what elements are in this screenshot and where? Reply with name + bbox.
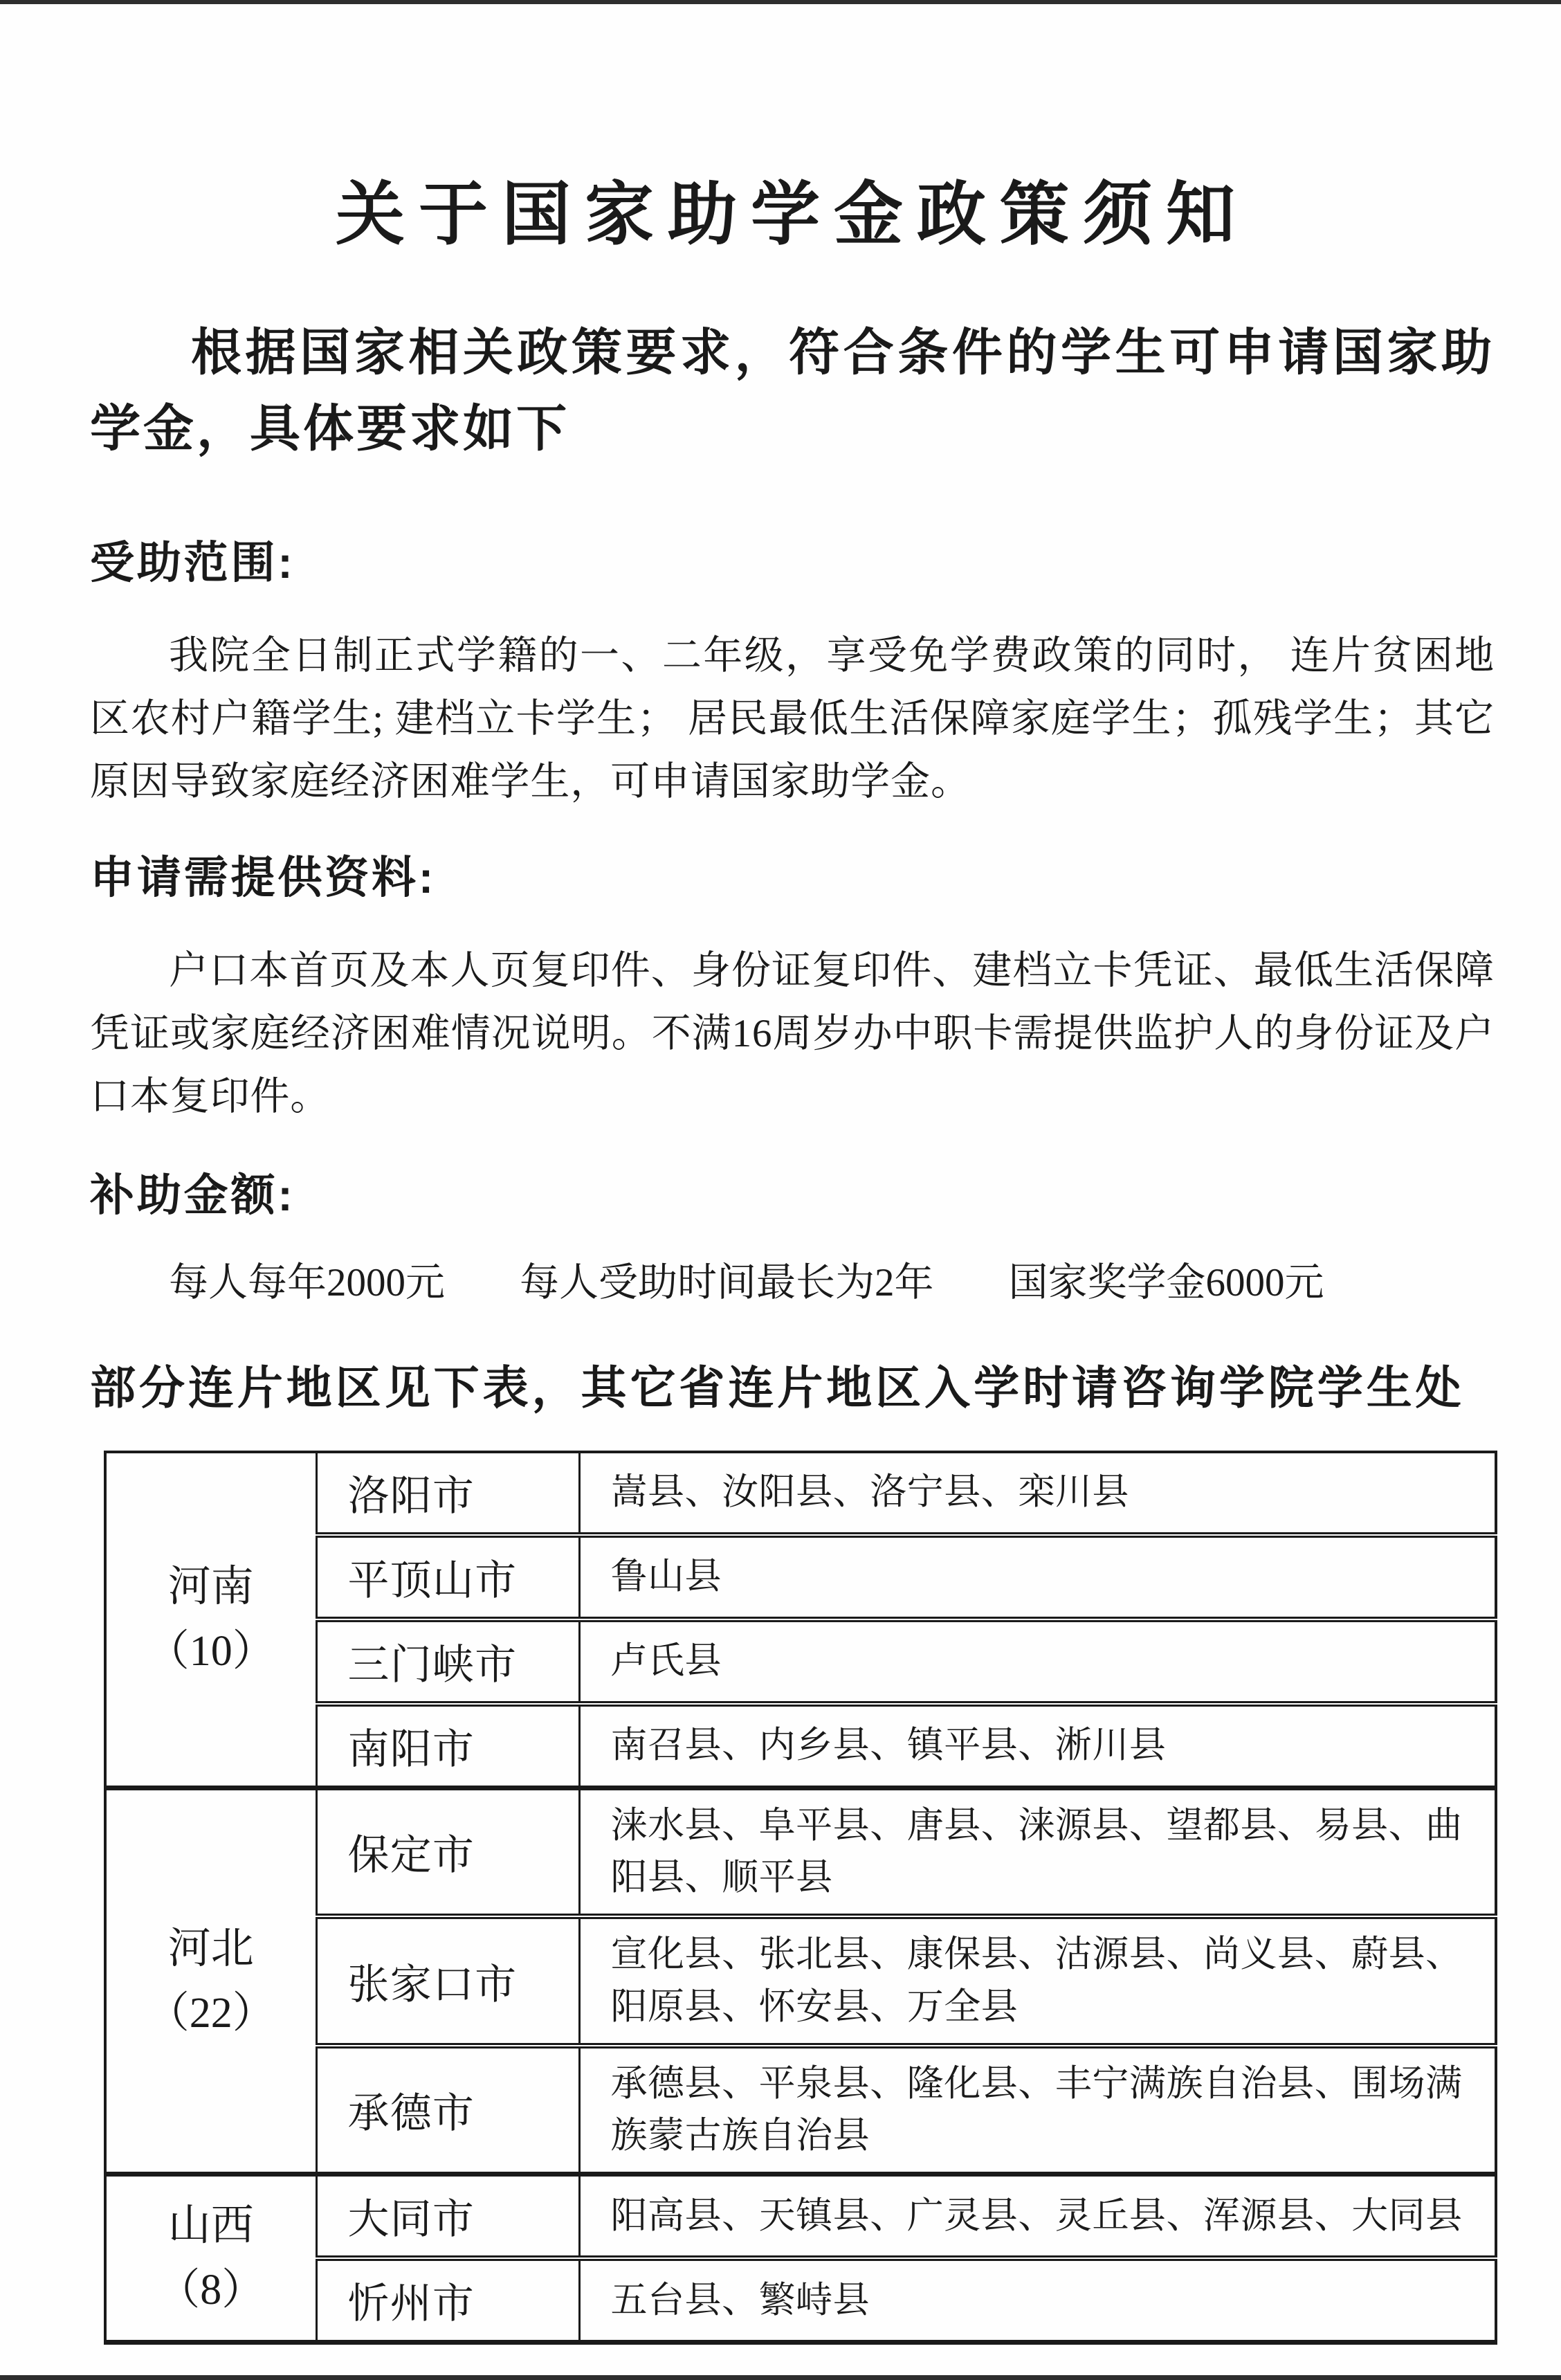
counties-cell: 卢氏县 <box>579 1619 1496 1704</box>
scan-edge-bottom <box>0 2375 1561 2380</box>
province-cell <box>105 1452 316 1788</box>
region-table <box>104 1451 1497 2345</box>
counties-cell: 涞水县、阜平县、唐县、涞源县、望都县、易县、曲阳县、顺平县 <box>579 1788 1496 1916</box>
amount-per-year: 每人每年2000元 <box>169 1260 445 1305</box>
city-cell: 承德市 <box>316 2046 579 2174</box>
counties-cell: 五台县、繁峙县 <box>579 2258 1496 2343</box>
amount-duration: 每人受助时间最长为2年 <box>520 1260 934 1305</box>
province-name: 河北 <box>167 1925 254 1972</box>
province-count: （8） <box>157 2267 265 2314</box>
counties-cell: 承德县、平泉县、隆化县、丰宁满族自治县、围场满族蒙古族自治县 <box>579 2046 1496 2174</box>
page-title: 关于国家助学金政策须知 <box>336 176 1249 253</box>
region-table-body <box>105 1452 1496 2343</box>
counties-cell: 鲁山县 <box>579 1535 1496 1619</box>
table-note: 部分连片地区见下表，其它省连片地区入学时请咨询学院学生处 <box>90 1363 1465 1414</box>
province-name: 山西 <box>167 2202 254 2250</box>
table-row <box>105 1788 1496 1916</box>
city-cell: 张家口市 <box>316 1916 579 2046</box>
province-name: 河南 <box>167 1563 254 1610</box>
section-heading-amount: 补助金额: <box>90 1170 295 1221</box>
city-cell: 南阳市 <box>316 1704 579 1788</box>
section-heading-eligibility: 受助范围: <box>90 538 295 588</box>
intro-paragraph: 根据国家相关政策要求，符合条件的学生可申请国家助学金，具体要求如下 <box>90 325 1495 457</box>
city-cell: 三门峡市 <box>316 1619 579 1704</box>
section-body-materials: 户口本首页及本人页复印件、身份证复印件、建档立卡凭证、最低生活保障凭证或家庭经济困难情况说明。不满16周岁办中职卡需提供监护人的身份证及户口本复印件。 <box>90 948 1495 1118</box>
counties-cell: 嵩县、汝阳县、洛宁县、栾川县 <box>579 1452 1496 1535</box>
table-row <box>105 2174 1496 2259</box>
amount-scholarship: 国家奖学金6000元 <box>1008 1260 1324 1305</box>
city-cell: 洛阳市 <box>316 1452 579 1535</box>
province-cell <box>105 1788 316 2174</box>
city-cell: 大同市 <box>316 2174 579 2259</box>
counties-cell: 南召县、内乡县、镇平县、淅川县 <box>579 1704 1496 1788</box>
counties-cell: 宣化县、张北县、康保县、沽源县、尚义县、蔚县、阳原县、怀安县、万全县 <box>579 1916 1496 2046</box>
section-heading-materials: 申请需提供资料: <box>90 853 437 903</box>
counties-cell: 阳高县、天镇县、广灵县、灵丘县、浑源县、大同县 <box>579 2174 1496 2259</box>
city-cell: 忻州市 <box>316 2258 579 2343</box>
table-row <box>105 1452 1496 1535</box>
city-cell: 保定市 <box>316 1788 579 1916</box>
section-body-eligibility: 我院全日制正式学籍的一、二年级，享受免学费政策的同时， 连片贫困地区农村户籍学生; 建档立卡学生； 居民最低生活保障家庭学生；孤残学生；其它原因导致家庭经济困难学生，可申请国家助学金。 <box>90 633 1495 803</box>
document-content <box>90 4 1495 2345</box>
amount-line <box>90 1257 1495 1310</box>
city-cell: 平顶山市 <box>316 1535 579 1619</box>
province-count: （22） <box>146 1989 275 2037</box>
province-cell <box>105 2174 316 2343</box>
province-count: （10） <box>146 1627 275 1675</box>
